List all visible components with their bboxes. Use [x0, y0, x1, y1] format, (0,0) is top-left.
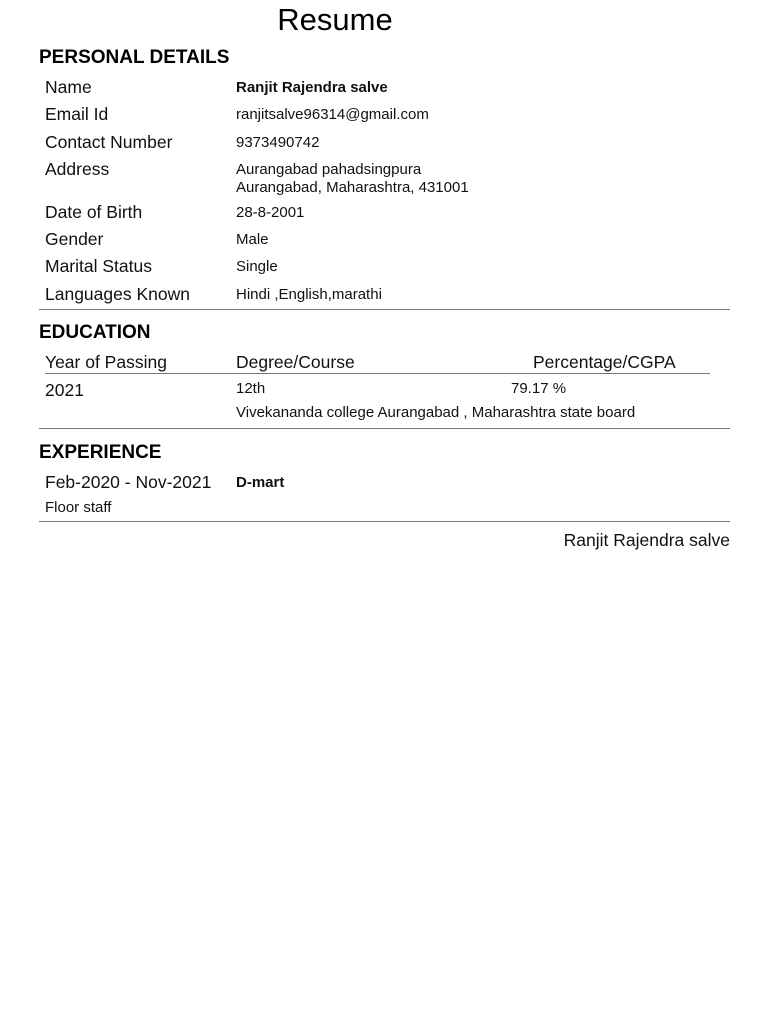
marital-status-label: Marital Status — [45, 256, 152, 276]
marital-status-value: Single — [236, 258, 278, 275]
education-degree: 12th — [236, 380, 266, 397]
experience-role: Floor staff — [45, 499, 112, 516]
year-column-header: Year of Passing — [45, 352, 167, 372]
dob-label: Date of Birth — [45, 202, 143, 222]
education-year: 2021 — [45, 380, 84, 400]
education-header-divider — [45, 373, 710, 374]
address-value-line2: Aurangabad, Maharashtra, 431001 — [236, 179, 469, 196]
dob-value: 28-8-2001 — [236, 204, 305, 221]
document-title: Resume — [277, 2, 393, 37]
experience-company: D-mart — [236, 474, 285, 491]
gender-value: Male — [236, 231, 269, 248]
address-value-line1: Aurangabad pahadsingpura — [236, 161, 422, 178]
education-score: 79.17 % — [511, 380, 567, 397]
gender-label: Gender — [45, 229, 104, 249]
experience-period: Feb-2020 - Nov-2021 — [45, 472, 212, 492]
degree-column-header: Degree/Course — [236, 352, 355, 372]
contact-number-value: 9373490742 — [236, 134, 320, 151]
email-value: ranjitsalve96314@gmail.com — [236, 106, 429, 123]
contact-number-label: Contact Number — [45, 132, 173, 152]
percentage-column-header: Percentage/CGPA — [533, 352, 676, 372]
experience-heading: EXPERIENCE — [39, 442, 162, 463]
address-label: Address — [45, 159, 110, 179]
email-label: Email Id — [45, 104, 109, 124]
education-divider — [39, 428, 730, 429]
experience-divider — [39, 521, 730, 522]
personal-details-heading: PERSONAL DETAILS — [39, 47, 230, 68]
languages-label: Languages Known — [45, 284, 190, 304]
name-value: Ranjit Rajendra salve — [236, 79, 388, 96]
personal-divider — [39, 309, 730, 310]
education-institution: Vivekananda college Aurangabad , Maharashtra state board — [236, 404, 636, 421]
name-label: Name — [45, 77, 92, 97]
signature-name: Ranjit Rajendra salve — [563, 530, 730, 550]
languages-value: Hindi ,English,marathi — [236, 286, 382, 303]
education-heading: EDUCATION — [39, 322, 151, 343]
